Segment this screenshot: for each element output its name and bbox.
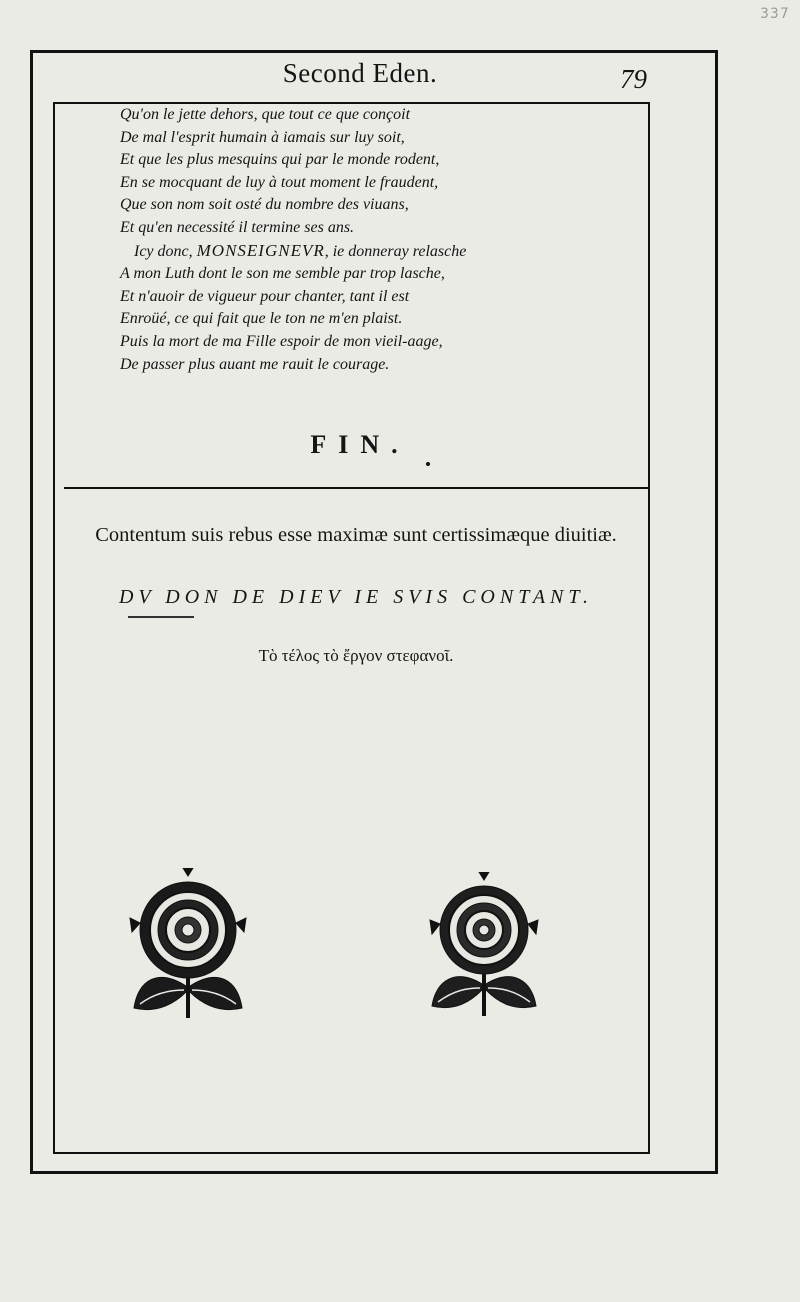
verse-line: Enroüé, ce qui fait que le ton ne m'en plaist. bbox=[120, 310, 403, 328]
verse-line: Et n'auoir de vigueur pour chanter, tant il est bbox=[120, 287, 410, 305]
verse-line: A mon Luth dont le son me semble par trop lasche, bbox=[120, 265, 445, 283]
running-head-title: Second Eden. bbox=[282, 58, 438, 88]
verse-text: Icy donc, bbox=[134, 242, 193, 260]
latin-motto: Contentum suis rebus esse maximæ sunt certissimæque diuitiæ. bbox=[95, 524, 617, 546]
verse-line: Puis la mort de ma Fille espoir de mon vieil-aage, bbox=[120, 332, 443, 350]
section-divider-rule bbox=[64, 487, 649, 489]
fin-colophon: FIN. bbox=[310, 430, 410, 459]
verse-line: Et que les plus mesquins qui par le monde rodent, bbox=[120, 151, 440, 169]
page-number: 79 bbox=[620, 64, 647, 94]
verse-line-dedication bbox=[120, 240, 640, 264]
rose-ornament-right-icon bbox=[424, 872, 544, 1022]
verse-line: De mal l'esprit humain à iamais sur luy soit, bbox=[120, 128, 405, 146]
verse-line: Qu'on le jette dehors, que tout ce que conçoit bbox=[120, 106, 411, 123]
rose-ornament-left-icon bbox=[128, 868, 248, 1024]
verse-text: , ie donneray relasche bbox=[324, 242, 467, 260]
pencil-folio-note: 337 bbox=[760, 6, 790, 22]
motto-underline-mark bbox=[128, 616, 194, 618]
verse-line: Que son nom soit osté du nombre des viuans, bbox=[120, 196, 409, 214]
dedicatee-name: MONSEIGNEVR bbox=[196, 240, 325, 260]
fin-dot bbox=[426, 462, 430, 466]
verse-line: Et qu'en necessité il termine ses ans. bbox=[120, 218, 355, 236]
french-motto: DV DON DE DIEV IE SVIS CONTANT. bbox=[118, 586, 594, 608]
greek-motto: Τὸ τέλος τὸ ἔργον στεφανοῖ. bbox=[258, 646, 454, 665]
verse-block bbox=[120, 104, 640, 376]
verse-line: De passer plus auant me rauit le courage. bbox=[120, 355, 390, 373]
verse-line: En se mocquant de luy à tout moment le fraudent, bbox=[120, 173, 439, 191]
